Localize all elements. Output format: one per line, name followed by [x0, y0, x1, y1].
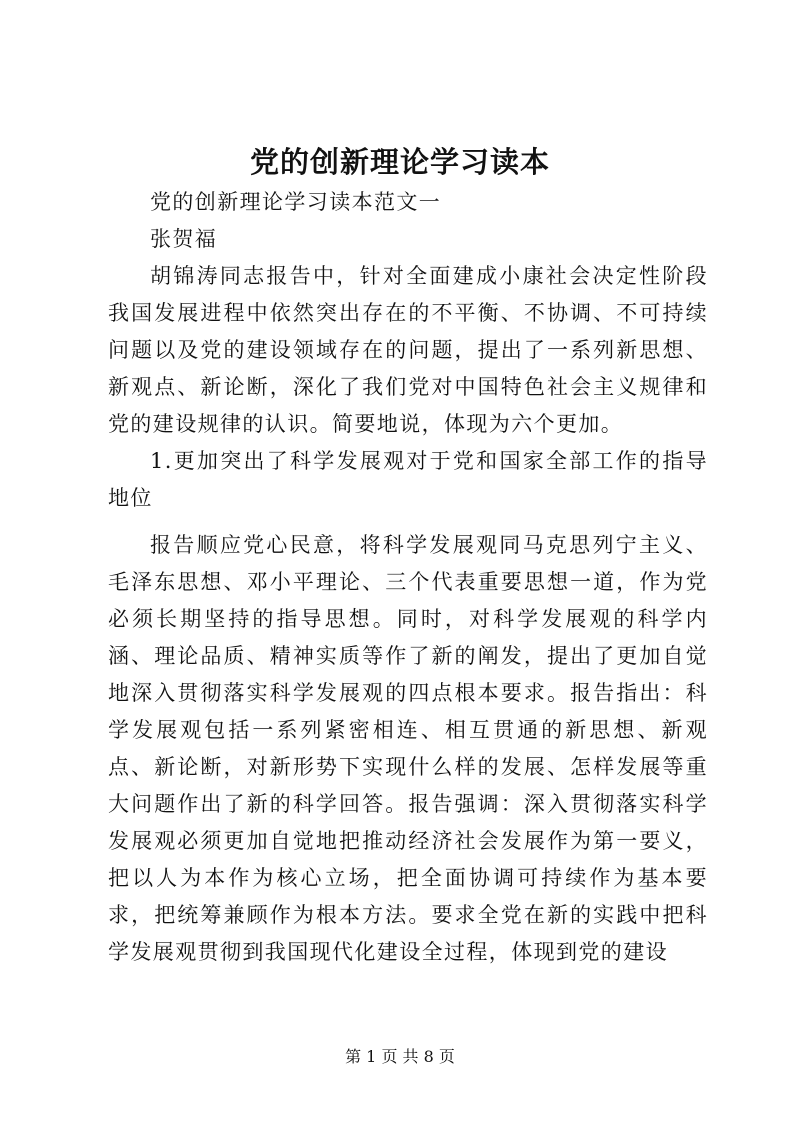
paragraph: 报告顺应党心民意，将科学发展观同马克思列宁主义、毛泽东思想、邓小平理论、三个代表重要思想一道，作为党必须长期坚持的指导思想。同时，对科学发展观的科学内涵、理论品质、精神实质等作了新的阐发，提出了更加自觉地深入贯彻落实科学发展观的四点根本要求。报告指出：科学发展观包括一系列紧密相连、相互贯通的新思想、新观点、新论断，对新形势下实现什么样的发展、怎样发展等重大问题作出了新的科学回答。报告强调：深入贯彻落实科学发展观必须更加自觉地把推动经济社会发展作为第一要义，把以人为本作为核心立场，把全面协调可持续作为基本要求，把统筹兼顾作为根本方法。要求全党在新的实践中把科学发展观贯彻到我国现代化建设全过程，体现到党的建设	[108, 533, 708, 964]
document-author: 张贺福	[150, 227, 218, 251]
section-heading: 1.更加突出了科学发展观对于党和国家全部工作的指导地位	[108, 449, 708, 510]
page-number: 第 1 页 共 8 页	[345, 1047, 455, 1066]
document-subtitle: 党的创新理论学习读本范文一	[150, 190, 442, 214]
paragraph: 胡锦涛同志报告中，针对全面建成小康社会决定性阶段我国发展进程中依然突出存在的不平衡、不协调、不可持续问题以及党的建设领域存在的问题，提出了一系列新思想、新观点、新论断，深化了我们党对中国特色社会主义规律和党的建设规律的认识。简要地说，体现为六个更加。	[108, 264, 708, 436]
document-title: 党的创新理论学习读本	[249, 145, 550, 179]
document-body	[108, 184, 708, 971]
